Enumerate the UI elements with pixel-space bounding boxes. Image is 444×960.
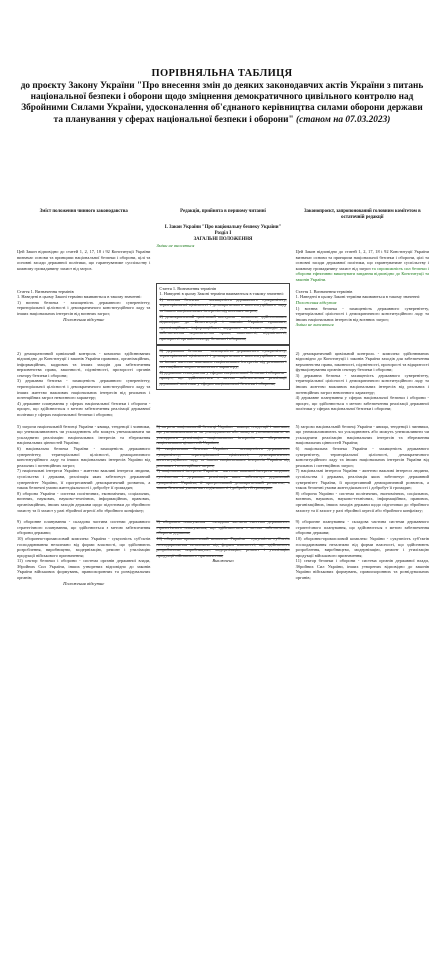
no-change-note: Зміни не вносяться: [156, 243, 195, 248]
section-name: ЗАГАЛЬНІ ПОЛОЖЕННЯ: [193, 237, 253, 242]
table-row: [14, 345, 432, 418]
table-row: [14, 513, 432, 586]
law-title-row: [14, 225, 432, 243]
term-text: 10) оборонно-промисловий комплекс України - сукупність суб'єктів господарювання незалежно від форми власності, що здійснюють розроблення, виробництво, модернізацію, ремонт і утилізацію продукції військового призначення;: [295, 535, 429, 558]
intro-text: Цей Закон відповідно до статей 1, 2, 17, 18 і 92 Конституції України визначає основи та принципи національної безпеки і оборони, цілі та основні засади державної політики, що гарантуватиме суспільству і кожному громадянину захист від загроз.: [17, 249, 151, 271]
document-title-block: [0, 68, 444, 126]
term-text: 3) державна безпека - захищеність державного суверенітету, територіальної цілісності і демократичного конституційного ладу та інших життєво важливих національних інтересів від реальних і потенційних загроз невоєнного характеру;: [17, 378, 151, 401]
term-text: 9) оборонне планування - складова частина системи державного стратегічного планування, що здійснюється з метою забезпечення оборони держави;: [17, 519, 151, 536]
cell-final: [293, 513, 432, 586]
excluded-note: Виключено: [212, 558, 234, 564]
document-heading: ПОРІВНЯЛЬНА ТАБЛИЦЯ: [151, 68, 293, 79]
term-text: 10) оборонно-промисловий комплекс України - сукупність суб'єктів господарювання незалежно від форми власності, що здійснюють розроблення, виробництво, модернізацію, ремонт і утилізацію продукції військового призначення;: [17, 535, 151, 558]
cell-first-reading: [153, 345, 292, 418]
column-header-current: Зміст положення чинного законодавства: [39, 209, 128, 214]
article-title: Стаття 1. Визначення термінів: [159, 285, 217, 291]
term-struck: 5) загрози національній безпеці України - явища, тенденції і чинники, що унеможливлюють чи ускладнюють або можуть унеможливити чи ускладнити реалізацію національних інтересів та збереження національних цінностей України;: [156, 423, 290, 446]
column-header-first-reading: Редакція, прийнята в першому читанні: [180, 209, 266, 214]
cell-final: [293, 345, 432, 418]
section-title: Розділ I: [214, 231, 232, 236]
no-change-note: Зміни не вносяться: [295, 322, 334, 328]
term-text: 9) оборонне планування - складова частина системи державного стратегічного планування, що здійснюється з метою забезпечення оборони держави;: [295, 519, 429, 536]
cell-final: [293, 283, 432, 345]
header-row: [14, 207, 432, 225]
intro-final-added: та спроможність сил безпеки і оборони ефективно виконувати завдання відповідно до Конституції та законів України.: [295, 265, 429, 282]
term-text: 2) демократичний цивільний контроль - комплекс здійснюваних відповідно до Конституції і законів України правових, організаційних, інформаційних, кадрових та інших заходів для забезпечення верховенства права, законності, підзвітності, прозорості органів сектору безпеки і оборони;: [17, 350, 151, 378]
table-row: [14, 243, 432, 283]
term-struck: 9) оборонне планування - складова частина системи державного стратегічного планування, що здійснюється з метою забезпечення оборони держави;: [156, 519, 290, 536]
article-lead: 1. Наведені в цьому Законі терміни вживаються в такому значенні:: [17, 294, 142, 300]
cell-final: [293, 243, 432, 283]
cell-current: [14, 345, 153, 418]
term-text: 4) державне планування у сферах національної безпеки і оборони - процес, що здійснюється з метою забезпечення реалізації державної політики у сферах національної безпеки і оборони;: [295, 395, 429, 412]
cell-current: [14, 513, 153, 586]
cell-first-reading: [153, 243, 292, 283]
term-text: 7) національні інтереси України - життєво важливі інтереси людини, суспільства і держави, реалізація яких забезпечує державний суверенітет України, її прогресивний демократичний розвиток, а також безпечні умови життєдіяльності і добробут її громадян;: [17, 468, 151, 491]
status-date: (станом на 07.03.2023): [296, 114, 391, 125]
term-struck: 6) національна безпека України - захищеність державного суверенітету, територіальної цілісності, демократичного конституційного ладу та інших національних інтересів України від реальних і потенційних загроз;: [156, 446, 290, 468]
first-reading-box: [156, 345, 289, 390]
term-text: 2) демократичний цивільний контроль - комплекс здійснюваних відповідно до Конституції і законів України заходів для забезпечення верховенства права, законності, підзвітності, прозорості та відкритості функціонування органів сектору безпеки і оборони;: [295, 350, 429, 373]
term-text: 4) державне планування у сферах національної безпеки і оборони - процес, що здійснюється з метою забезпечення реалізації державної політики у сферах національної безпеки і оборони;: [17, 400, 151, 418]
cell-first-reading: [153, 283, 292, 345]
term-text: 8) оборона України - система політичних, економічних, соціальних, воєнних, наукових, науково-технічних, інформаційних, правових, організаційних, інших заходів держави щодо підготовки до збройного захисту та її захист у разі збройної агресії або збройного конфлікту;: [295, 490, 429, 513]
cell-first-reading: [153, 513, 292, 586]
cell-current: [14, 283, 153, 345]
subtitle-text: до проєкту Закону України "Про внесення змін до деяких законодавчих актів України з питань національної безпеки і оборони щодо зміцнення демократичного цивільного контролю над Збройними Силами України, удосконалення об'єднаного керівництва силами оборони держави та планування у сферах національної безпеки і оборони": [20, 81, 424, 125]
term-text: 6) національна безпека України - захищеність державного суверенітету, територіальної цілісності, демократичного конституційного ладу та інших національних інтересів України від реальних і потенційних загроз;: [295, 446, 429, 468]
term-text: 5) загрози національній безпеці України - явища, тенденції і чинники, що унеможливлюють чи ускладнюють або можуть унеможливити чи ускладнити реалізацію національних інтересів та збереження національних цінностей України;: [295, 423, 429, 446]
article-title: Стаття 1. Визначення термінів: [17, 288, 74, 294]
table-row: [14, 283, 432, 345]
term-text: 1) воєнна безпека - захищеність державного суверенітету, територіальної цілісності і демократичного конституційного ладу та інших національних інтересів від воєнних загроз;: [295, 305, 429, 322]
missing-note: Положення відсутнє: [295, 299, 337, 305]
law-title: I. Закон України "Про національну безпеку України": [164, 225, 282, 230]
document-subtitle: [16, 81, 428, 126]
intro-text-final: [296, 249, 429, 283]
article-title: Стаття 1. Визначення термінів: [295, 288, 353, 294]
term-struck: 10) оборонно-промисловий комплекс України - сукупність суб'єктів господарювання незалежно від форми власності, що здійснюють розроблення, виробництво, модернізацію, ремонт і утилізацію продукції військового призначення;: [156, 535, 290, 558]
cell-final: [293, 418, 432, 514]
missing-note: Положення відсутнє: [63, 316, 105, 322]
term-text: 11) сектор безпеки і оборони - система органів державної влади, Збройних Сил України, інших утворених відповідно до законів України військових формувань, правоохоронних та розвідувальних органів;: [295, 558, 429, 581]
article-lead: 1. Наведені в цьому Законі терміни вживаються в такому значенні:: [159, 291, 284, 297]
term-text: 6) національна безпека України - захищеність державного суверенітету, територіальної цілісності, демократичного конституційного ладу та інших національних інтересів України від реальних і потенційних загроз;: [17, 446, 151, 468]
article-lead: 1. Наведені в цьому Законі терміни вживаються в такому значенні:: [295, 294, 421, 300]
term-text: 3) державна безпека - захищеність державного суверенітету, територіальної цілісності і демократичного конституційного ладу та інших життєво важливих національних інтересів від реальних і потенційних загроз невоєнного характеру;: [295, 372, 429, 395]
term-struck: 4) державне планування у сферах національної безпеки і оборони - процес, що здійснюється з метою забезпечення реалізації державної політики у сферах національної безпеки і оборони;: [159, 369, 287, 387]
cell-current: [14, 418, 153, 514]
law-title-cell: [153, 225, 292, 243]
cell-current: [14, 243, 153, 283]
term-text: 11) сектор безпеки і оборони - система органів державної влади, Збройних Сил України, інших утворених відповідно до законів України військових формувань, правоохоронних та розвідувальних органів;: [17, 558, 151, 581]
term-struck: 1) воєнна безпека - захищеність державного суверенітету, територіальної цілісності і демократичного конституційного ладу та інших національних інтересів від воєнних загроз;: [159, 296, 287, 313]
comparison-table: [14, 207, 432, 586]
table-row: [14, 418, 432, 514]
term-struck: 3) державна безпека - захищеність державного суверенітету, територіальної цілісності і демократичного конституційного ладу та інших життєво важливих національних інтересів від реальних і потенційних загроз невоєнного характеру;: [159, 347, 287, 370]
column-header-final: Законопроєкт, запропонований головним комітетом в остаточній редакції: [303, 209, 421, 220]
term-text: 7) національні інтереси України - життєво важливі інтереси людини, суспільства і держави, реалізація яких забезпечує державний суверенітет України, її прогресивний демократичний розвиток, а також безпечні умови життєдіяльності і добробут її громадян;: [295, 468, 429, 491]
term-text: 5) загрози національній безпеці України - явища, тенденції і чинники, що унеможливлюють чи ускладнюють або можуть унеможливити чи ускладнити реалізацію національних інтересів та збереження національних цінностей України;: [17, 423, 151, 446]
term-struck: 2) демократичний цивільний контроль - комплекс здійснюваних відповідно до Конституції і законів України правових, організаційних, інформаційних, кадрових та інших заходів для забезпечення верховенства права, законності, підзвітності, прозорості органів сектору безпеки і оборони;: [159, 313, 287, 341]
term-text: 1) воєнна безпека - захищеність державного суверенітету, територіальної цілісності і демократичного конституційного ладу та інших національних інтересів від воєнних загроз;: [17, 299, 151, 316]
missing-note: Положення відсутнє: [63, 580, 105, 586]
first-reading-box: [156, 283, 289, 345]
cell-first-reading: [153, 418, 292, 514]
term-text: 8) оборона України - система політичних, економічних, соціальних, воєнних, наукових, науково-технічних, інформаційних, правових, організаційних, інших заходів держави щодо підготовки до збройного захисту та її захист у разі збройної агресії або збройного конфлікту;: [17, 490, 151, 513]
term-struck: 7) національні інтереси України - життєво важливі інтереси людини, суспільства і держави, реалізація яких забезпечує державний суверенітет України, її прогресивний демократичний розвиток, а також безпечні умови життєдіяльності і добробут її громадян;: [156, 468, 290, 491]
intro-final-plain: Цей Закон відповідно до статей 1, 2, 17, 18 і 92 Конституції України визначає основи та принципи національної безпеки і оборони, цілі та основні засади державної політики, що гарантуватиме суспільству і кожному громадянину захист від загроз: [295, 249, 429, 271]
